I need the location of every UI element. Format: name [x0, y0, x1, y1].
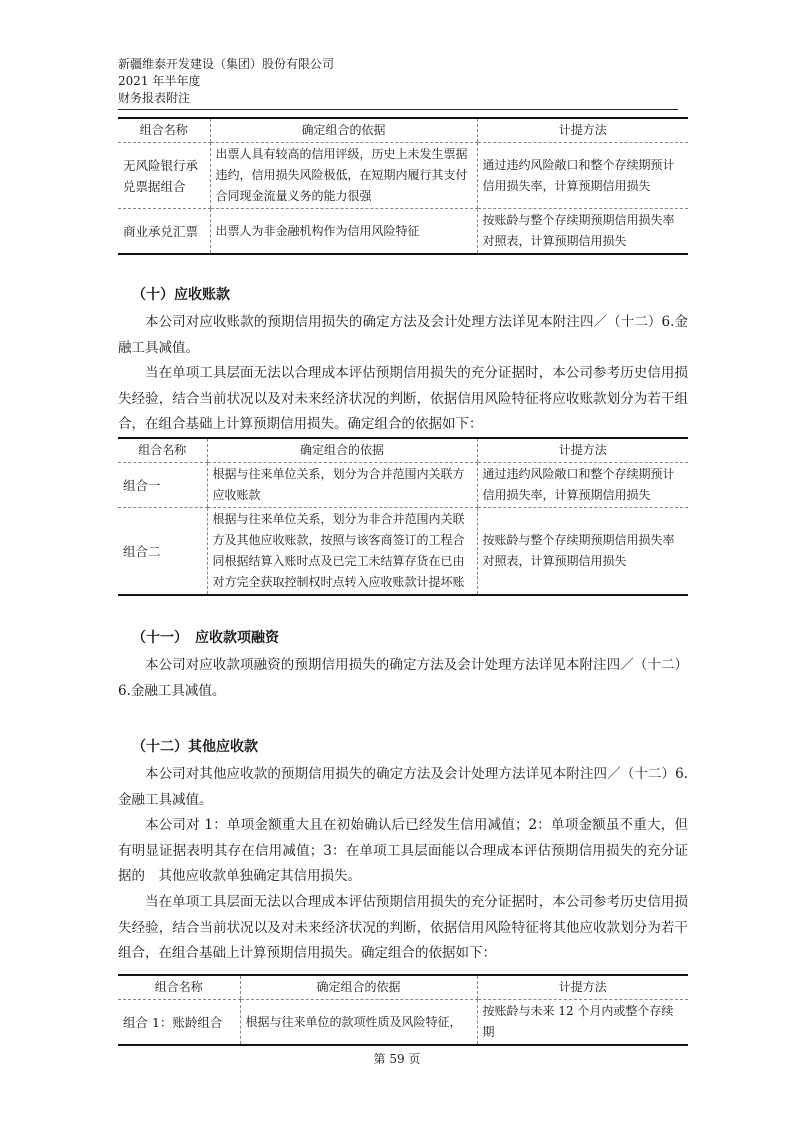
section-12	[118, 737, 688, 967]
page-header	[118, 56, 334, 107]
table-cell: 无风险银行承兑票据组合	[118, 143, 210, 209]
column-header: 确定组合的依据	[240, 975, 477, 1000]
table-cell: 出票人为非金融机构作为信用风险特征	[210, 209, 477, 255]
section-10	[118, 285, 688, 438]
document-title: 财务报表附注	[118, 91, 191, 105]
table-cell: 组合二	[123, 543, 161, 559]
table-header-row	[118, 438, 688, 463]
company-name: 新疆维泰开发建设（集团）股份有限公司	[118, 57, 335, 71]
table-cell: 组合一	[118, 463, 207, 508]
section-title: （十一） 应收款项融资	[132, 630, 279, 646]
section-11	[118, 628, 688, 704]
column-header: 组合名称	[118, 118, 210, 143]
table-row	[118, 143, 688, 209]
column-header: 计提方法	[477, 438, 688, 463]
notes-table-2	[118, 437, 688, 596]
column-header: 组合名称	[118, 438, 207, 463]
table-cell: 根据与往来单位关系，划分为非合并范围内关联方及其他应收账款，按照与该客商签订的工程合同根据结算入账时点及已完工未结算存货在已由对方完全获取控制权时点转入应收账款计提坏账	[207, 508, 477, 596]
page-number: 第 59 页	[373, 1052, 421, 1066]
paragraph: 当在单项工具层面无法以合理成本评估预期信用损失的充分证据时，本公司参考历史信用损失经验，结合当前状况以及对未来经济状况的判断，依据信用风险特征将其他应收款划分为若干组合，在组合基础上计算预期信用损失。确定组合的依据如下：	[118, 893, 688, 962]
section-title: （十）应收账款	[132, 287, 230, 303]
notes-table-3	[118, 974, 688, 1046]
table-row	[118, 1000, 688, 1046]
table-header-row	[118, 118, 688, 143]
table-cell: 按账龄与整个存续期预期信用损失率对照表，计算预期信用损失	[477, 209, 688, 255]
table-row	[118, 508, 688, 596]
section-title: （十二）其他应收款	[132, 739, 258, 755]
table-cell: 通过违约风险敞口和整个存续期预计信用损失率，计算预期信用损失	[477, 463, 688, 508]
table-cell: 根据与往来单位关系，划分为合并范围内关联方应收账款	[207, 463, 477, 508]
paragraph: 本公司对应收款项融资的预期信用损失的确定方法及会计处理方法详见本附注四／（十二）6.金融工具减值。	[118, 657, 688, 699]
header-divider	[118, 109, 678, 110]
table-cell: 按账龄与未来 12 个月内或整个存续期	[477, 1000, 688, 1046]
table-cell: 通过违约风险敞口和整个存续期预计信用损失率，计算预期信用损失	[477, 143, 688, 209]
table-cell: 出票人具有较高的信用评级，历史上未发生票据违约，信用损失风险极低，在短期内履行其支付合同现金流量义务的能力很强	[210, 143, 477, 209]
notes-table-1	[118, 117, 688, 255]
table-cell: 商业承兑汇票	[123, 223, 199, 239]
paragraph: 本公司对 1：单项金额重大且在初始确认后已经发生信用减值；2：单项金额虽不重大，但有明显证据表明其存在信用减值；3：在单项工具层面能以合理成本评估预期信用损失的充分证据的 其他应收款单独确定其信用损失。	[118, 817, 688, 885]
column-header: 确定组合的依据	[210, 118, 477, 143]
table-row	[118, 463, 688, 508]
table-cell: 根据与往来单位的款项性质及风险特征，	[240, 1000, 477, 1046]
table-row	[118, 209, 688, 255]
column-header: 计提方法	[477, 975, 688, 1000]
paragraph: 当在单项工具层面无法以合理成本评估预期信用损失的充分证据时，本公司参考历史信用损失经验，结合当前状况以及对未来经济状况的判断，依据信用风险特征将应收账款划分为若干组合，在组合基础上计算预期信用损失。确定组合的依据如下：	[118, 365, 688, 433]
table-header-row	[118, 975, 688, 1000]
column-header: 确定组合的依据	[207, 438, 477, 463]
column-header: 计提方法	[477, 118, 688, 143]
table-cell: 组合 1：账龄组合	[123, 1014, 223, 1030]
paragraph: 本公司对应收账款的预期信用损失的确定方法及会计处理方法详见本附注四／（十二）6.金融工具减值。	[118, 314, 688, 356]
table-cell: 按账龄与整个存续期预期信用损失率对照表，计算预期信用损失	[477, 508, 688, 596]
column-header: 组合名称	[118, 975, 240, 1000]
report-period: 2021 年半年度	[118, 74, 201, 88]
paragraph: 本公司对其他应收款的预期信用损失的确定方法及会计处理方法详见本附注四／（十二）6.金融工具减值。	[118, 766, 688, 808]
